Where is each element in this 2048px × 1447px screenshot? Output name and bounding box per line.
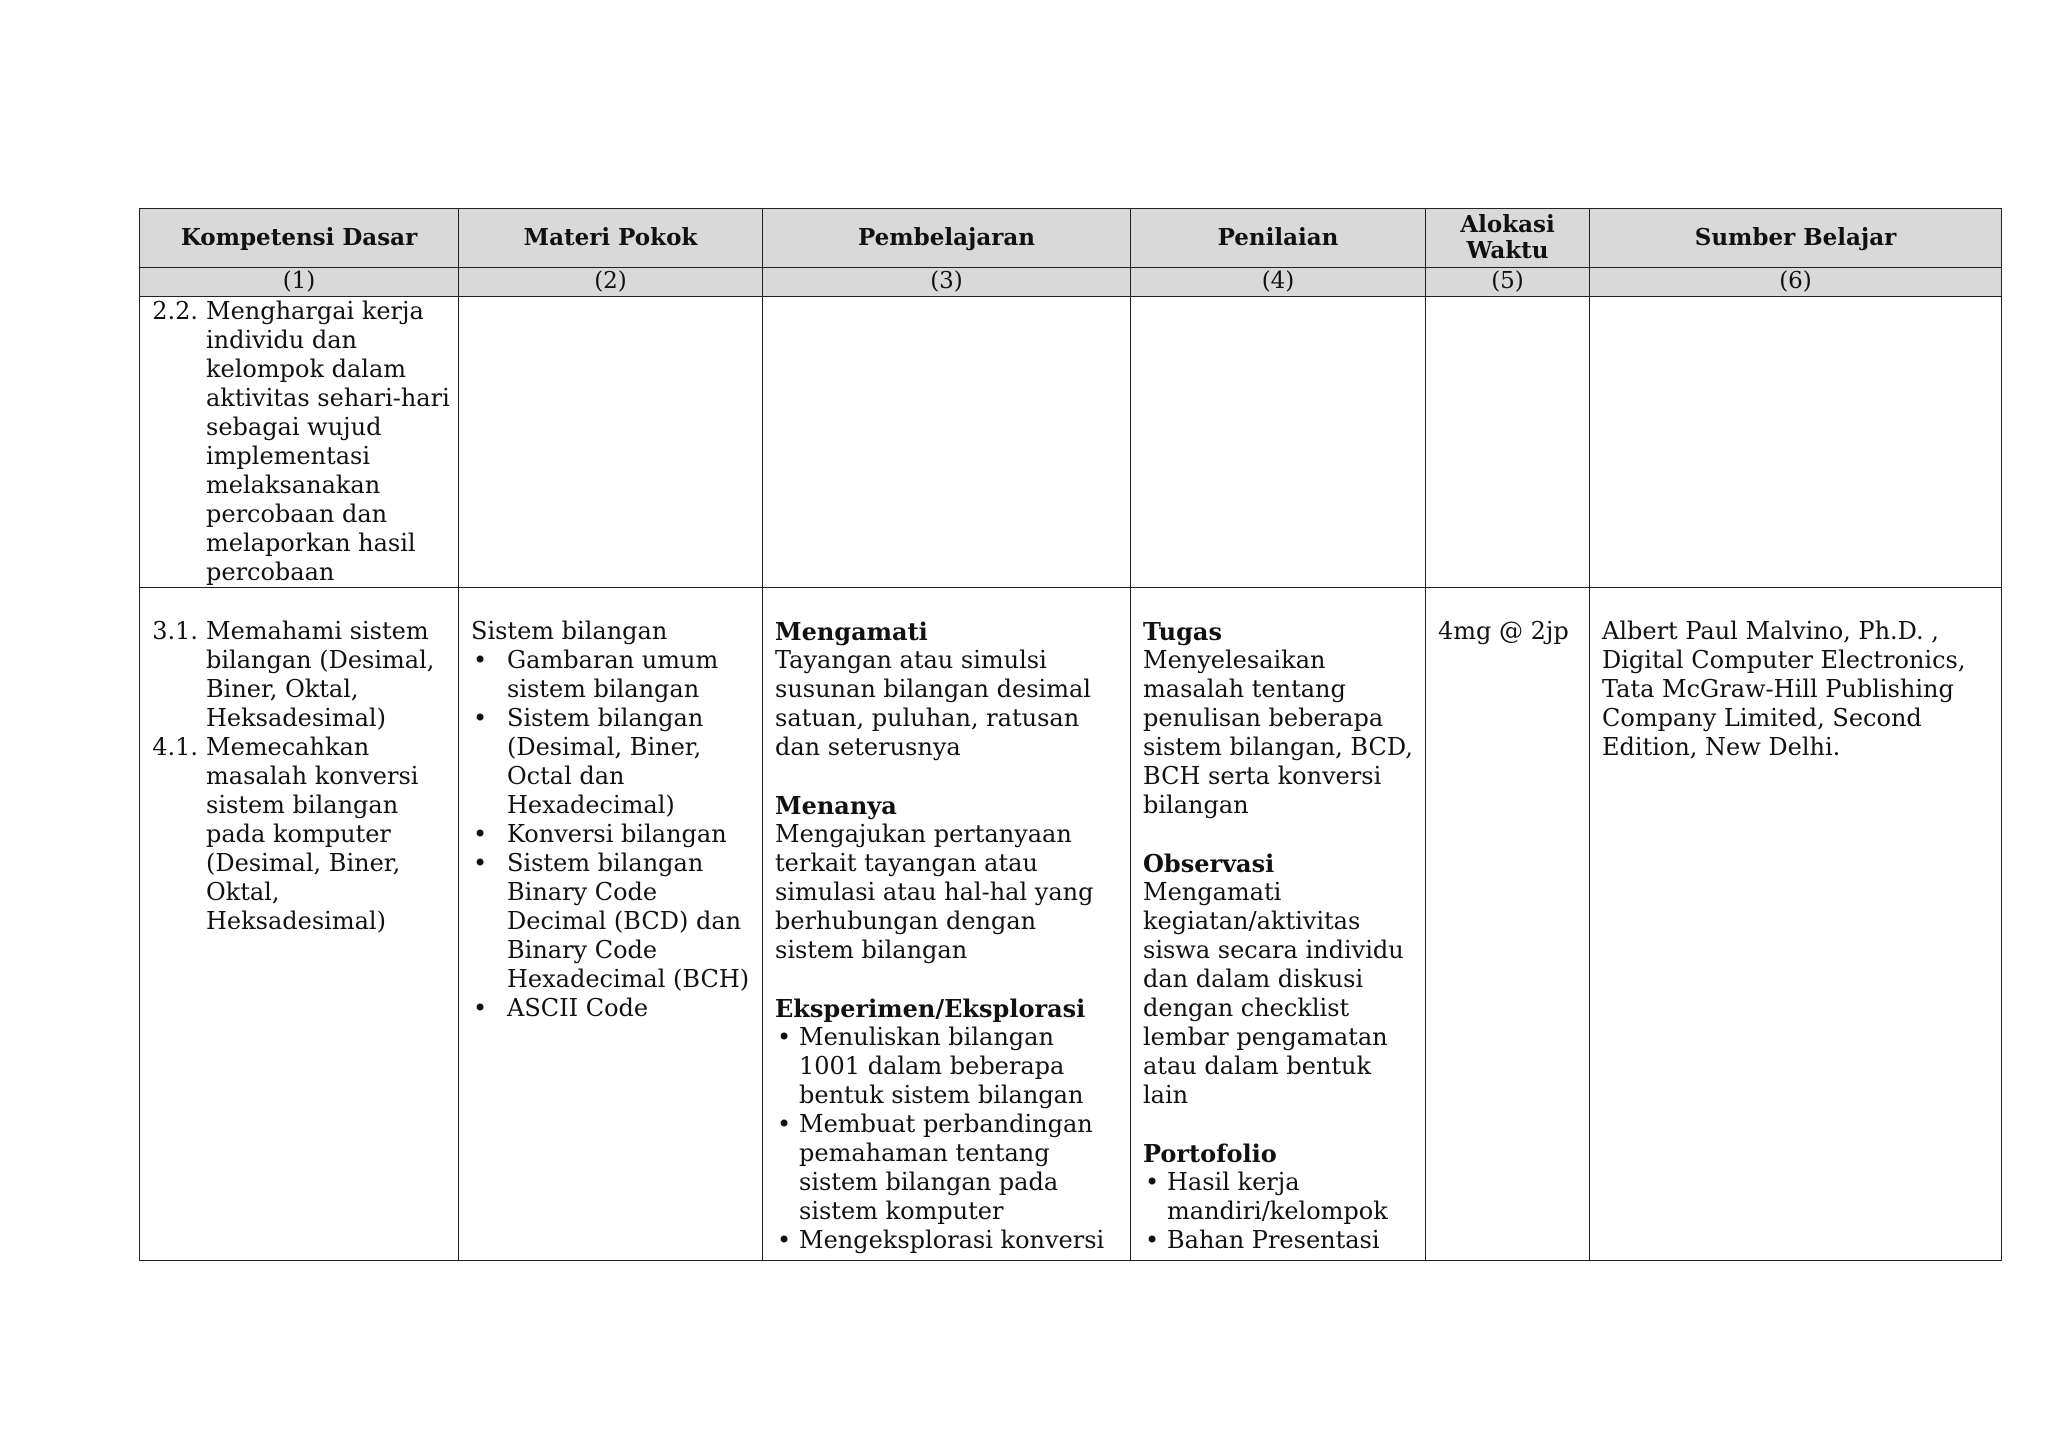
materi-cell bbox=[459, 588, 763, 1261]
header-kompetensi-dasar: Kompetensi Dasar bbox=[140, 209, 459, 268]
materi-title: Sistem bilangan bbox=[471, 617, 668, 645]
list-item: • Menuliskan bilangan 1001 dalam beberapa bentuk sistem bilangan bbox=[775, 1023, 1118, 1110]
sumber-text: Albert Paul Malvino, Ph.D. , Digital Computer Electronics, Tata McGraw-Hill Publishing Company Limited, Second Edition, New Delhi. bbox=[1602, 617, 1966, 761]
section-text: Menyelesaikan masalah tentang penulisan beberapa sistem bilangan, BCD, BCH serta konversi bilangan bbox=[1143, 646, 1413, 819]
section-title: Portofolio bbox=[1143, 1139, 1277, 1168]
kompetensi-number: 3.1. bbox=[152, 617, 198, 645]
list-item: • Sistem bilangan (Desimal, Biner, Octal dan Hexadecimal) bbox=[459, 704, 750, 820]
empty-cell bbox=[763, 297, 1131, 588]
section-title: Observasi bbox=[1143, 849, 1275, 878]
section-title: Menanya bbox=[775, 791, 897, 820]
silabus-table bbox=[139, 208, 2002, 1261]
empty-cell bbox=[1426, 297, 1590, 588]
empty-cell bbox=[1590, 297, 2002, 588]
column-number: (5) bbox=[1426, 268, 1590, 297]
list-item: • Mengeksplorasi konversi bbox=[775, 1226, 1118, 1255]
list-item: • Gambaran umum sistem bilangan bbox=[459, 646, 750, 704]
section-text: Mengamati kegiatan/aktivitas siswa secara individu dan dalam diskusi dengan checklist lembar pengamatan atau dalam bentuk lain bbox=[1143, 878, 1404, 1109]
kompetensi-number: 2.2. bbox=[152, 297, 198, 325]
section-text: Mengajukan pertanyaan terkait tayangan atau simulasi atau hal-hal yang berhubungan dengan sistem bilangan bbox=[775, 820, 1094, 964]
header-penilaian: Penilaian bbox=[1131, 209, 1426, 268]
section-title: Eksperimen/Eksplorasi bbox=[775, 994, 1086, 1023]
sumber-cell bbox=[1590, 588, 2002, 1261]
column-number: (6) bbox=[1590, 268, 2002, 297]
list-item: • Sistem bilangan Binary Code Decimal (BCD) dan Binary Code Hexadecimal (BCH) bbox=[459, 849, 750, 994]
column-number: (4) bbox=[1131, 268, 1426, 297]
column-number: (1) bbox=[140, 268, 459, 297]
column-number: (3) bbox=[763, 268, 1131, 297]
list-item: • Konversi bilangan bbox=[459, 820, 750, 849]
materi-list bbox=[459, 646, 750, 1023]
portofolio-list bbox=[1143, 1168, 1413, 1255]
section-title: Tugas bbox=[1143, 617, 1222, 646]
section-text: Tayangan atau simulsi susunan bilangan desimal satuan, puluhan, ratusan dan seterusnya bbox=[775, 646, 1091, 761]
column-number: (2) bbox=[459, 268, 763, 297]
list-item: • Hasil kerja mandiri/kelompok bbox=[1143, 1168, 1413, 1226]
kompetensi-text: Memecahkan masalah konversi sistem bilangan pada komputer (Desimal, Biner, Oktal, Heksadesimal) bbox=[206, 733, 419, 935]
empty-cell bbox=[459, 297, 763, 588]
pembelajaran-cell bbox=[763, 588, 1131, 1261]
header-sumber-belajar: Sumber Belajar bbox=[1590, 209, 2002, 268]
empty-cell bbox=[1131, 297, 1426, 588]
kompetensi-cell bbox=[140, 588, 459, 1261]
penilaian-cell bbox=[1131, 588, 1426, 1261]
list-item: • ASCII Code bbox=[459, 994, 750, 1023]
section-title: Mengamati bbox=[775, 617, 928, 646]
kompetensi-item bbox=[140, 617, 458, 733]
kompetensi-cell bbox=[140, 297, 459, 588]
alokasi-text: 4mg @ 2jp bbox=[1438, 617, 1569, 645]
alokasi-cell bbox=[1426, 588, 1590, 1261]
kompetensi-text: Memahami sistem bilangan (Desimal, Biner, Oktal, Heksadesimal) bbox=[206, 617, 435, 732]
kompetensi-number: 4.1. bbox=[152, 733, 198, 761]
header-alokasi-waktu: Alokasi Waktu bbox=[1426, 209, 1590, 268]
eksperimen-list bbox=[775, 1023, 1118, 1255]
header-materi-pokok: Materi Pokok bbox=[459, 209, 763, 268]
header-row bbox=[140, 209, 2002, 268]
kompetensi-item bbox=[140, 733, 458, 936]
table-row bbox=[140, 297, 2002, 588]
header-pembelajaran: Pembelajaran bbox=[763, 209, 1131, 268]
kompetensi-text: Menghargai kerja individu dan kelompok dalam aktivitas sehari-hari sebagai wujud implementasi melaksanakan percobaan dan melaporkan hasil percobaan bbox=[206, 297, 450, 586]
list-item: • Membuat perbandingan pemahaman tentang sistem bilangan pada sistem komputer bbox=[775, 1110, 1118, 1226]
list-item: • Bahan Presentasi bbox=[1143, 1226, 1413, 1255]
kompetensi-item bbox=[140, 297, 458, 587]
table-row bbox=[140, 588, 2002, 1261]
column-number-row bbox=[140, 268, 2002, 297]
